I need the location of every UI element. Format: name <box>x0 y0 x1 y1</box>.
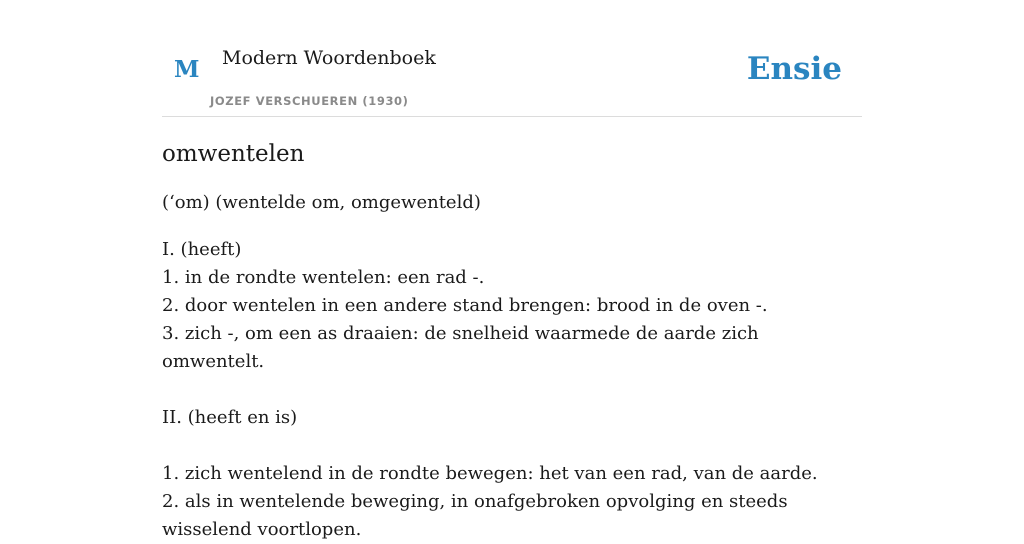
definition-item: 3. zich -, om een as draaien: de snelheid waarmede de aarde zich omwentelt. <box>162 323 759 372</box>
site-header <box>162 0 862 117</box>
grammar-info: (ʻom) (wentelde om, omgewenteld) <box>162 192 481 213</box>
definition-item: 2. door wentelen in een andere stand brengen: brood in de oven -. <box>162 295 768 316</box>
definition-item: 1. zich wentelend in de rondte bewegen: het van een rad, van de aarde. <box>162 463 818 484</box>
book-author: JOZEF VERSCHUEREN (1930) <box>210 94 409 108</box>
definition-item: 2. als in wentelende beweging, in onafgebroken opvolging en steeds wisselend voortlopen. <box>162 491 788 540</box>
spacer <box>162 217 862 236</box>
book-logo[interactable]: M <box>174 56 200 83</box>
definition-item: 1. in de rondte wentelen: een rad -. <box>162 267 485 288</box>
page-title: omwentelen <box>162 141 305 167</box>
spacer <box>162 432 862 460</box>
brand-logo[interactable]: Ensie <box>746 51 842 87</box>
book-title[interactable]: Modern Woordenboek <box>222 47 436 69</box>
spacer <box>162 376 862 404</box>
section-label: II. (heeft en is) <box>162 407 298 428</box>
section-label: I. (heeft) <box>162 239 242 260</box>
entry-content <box>162 138 862 544</box>
